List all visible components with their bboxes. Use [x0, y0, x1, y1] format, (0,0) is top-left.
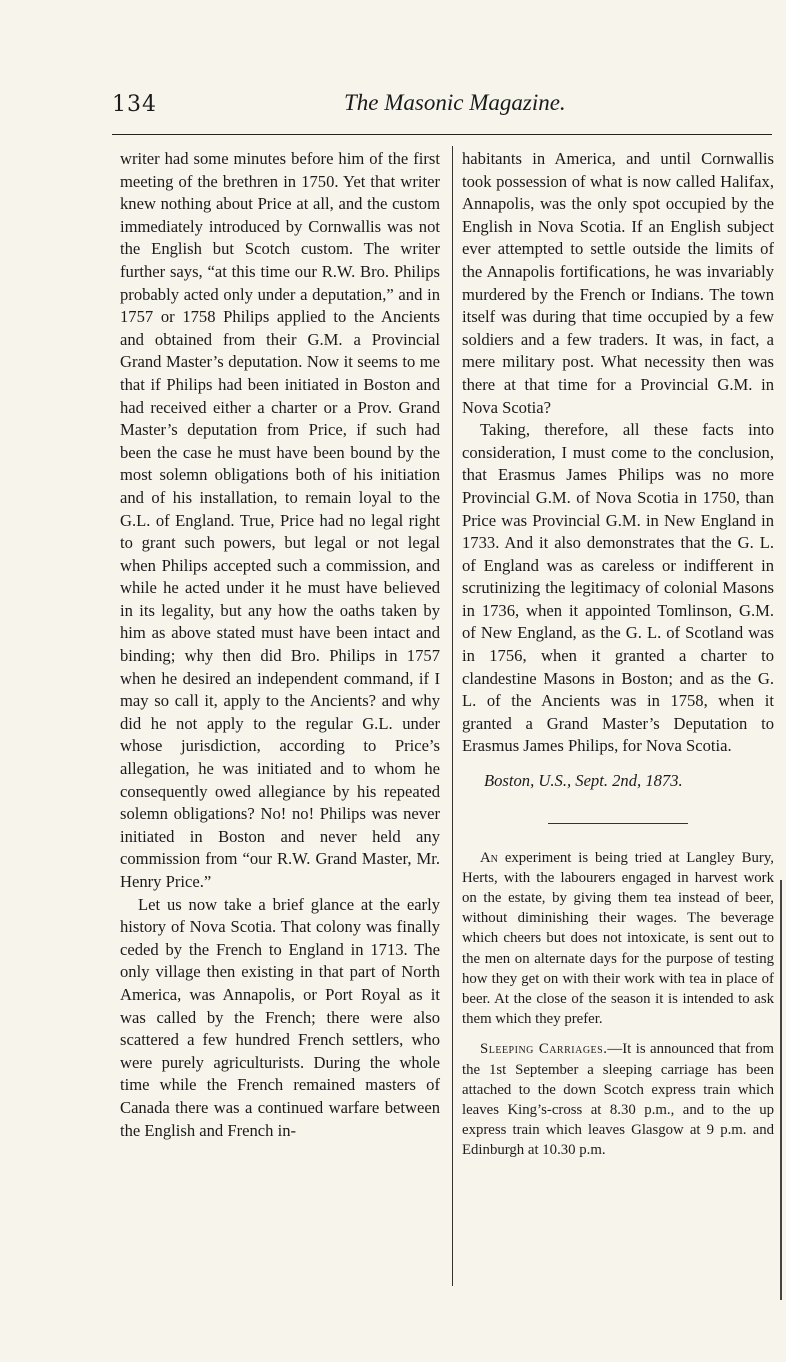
dateline: Boston, U.S., Sept. 2nd, 1873. [484, 771, 683, 791]
notice-text: experiment is being tried at Langley Bury, Herts, with the labourers engaged in harvest work on the estate, by giving them tea instead of beer, without diminishing their wages. The beverage which cheers but does not intoxicate, is sent out to the men on alternate days for the purpose of testing how they get on with their work with tea in place of beer. At the close of the season it is intended to ask them which they prefer. [462, 849, 774, 1028]
page-edge-rule [780, 880, 782, 1300]
notices [462, 848, 774, 1161]
page-header [112, 86, 772, 126]
page-number: 134 [112, 92, 157, 117]
notice-text: —It is announced that from the 1st September a sleeping carriage has been attached to the down Scotch express train which leaves King’s-cross at 8.30 p.m., and to the up express train which leaves Glasgow at 9 p.m. and Edinburgh at 10.30 p.m. [462, 1041, 774, 1159]
notice-sleeping-carriages [462, 1039, 774, 1160]
running-title: The Masonic Magazine. [344, 90, 566, 115]
column-divider [452, 146, 453, 1286]
paragraph-nova-scotia-history: Let us now take a brief glance at the early history of Nova Scotia. That colony was finally ceded by the French to England in 1713. The only village then existing in that part of North America, was Annapolis, or Port Royal as it was called by the French; there were also scattered a few hundred French settlers, who were purely agriculturists. During the whole time while the French remained masters of Canada there was a continued warfare between the English and French in- [120, 894, 440, 1140]
header-rule [112, 134, 772, 135]
section-rule [548, 823, 688, 824]
left-column [120, 148, 440, 1142]
notice-tea-experiment [462, 848, 774, 1030]
paragraph-continued: writer had some minutes before him of the first meeting of the brethren in 1750. Yet that writer knew nothing about Price at all, and the custom immediately introduced by Cornwallis was not the English but Scotch custom. The writer further says, “at this time our R.W. Bro. Philips probably acted only under a deputation,” and in 1757 or 1758 Philips applied to the Ancients and obtained from their G.M. a Provincial Grand Master’s deputation. Now it seems to me that if Philips had been initiated in Boston and had received either a charter or a Prov. Grand Master’s deputation from Price, if such had been the case he must have been bound by the most solemn obligations both of his initiation and of his installation, to remain loyal to the G.L. of England. True, Price had no legal right to grant such powers, but legal or not legal when Philips accepted such a commission, and while he acted under it he must have believed in its legality, but any how the oaths taken by him as above stated must have been intact and binding; why then did Bro. Philips in 1757 when he desired an independent command, if I may so call it, apply to the Ancients? and why did he not apply to the regular G.L. under whose jurisdiction, according to Price’s allegation, he was initiated and to whom he consequently owed allegiance by his repeated solemn obligations? No! no! Philips was never initiated in Boston and never held any commission from “our R.W. Grand Master, Mr. Henry Price.” [120, 149, 440, 891]
notice-lead-word: An [480, 849, 498, 866]
notice-heading: Sleeping Carriages. [480, 1041, 608, 1058]
paragraph-habitants: habitants in America, and until Cornwallis took possession of what is now called Halifax, Annapolis, was the only spot occupied by the English in Nova Scotia. If an English subject ever attempted to settle outside the limits of the Annapolis fortifications, he was invariably murdered by the French or Indians. The town itself was during that time occupied by a few soldiers and a few traders. It was, in fact, a mere military post. What necessity then was there at that time for a Provincial G.M. in Nova Scotia? [462, 149, 774, 417]
right-column [462, 148, 774, 1161]
paragraph-conclusion: Taking, therefore, all these facts into consideration, I must come to the conclusion, that Erasmus James Philips was no more Provincial G.M. of Nova Scotia in 1750, than Price was Provincial G.M. in New England in 1733. And it also demonstrates that the G. L. of England was as careless or indifferent in scrutinizing the legitimacy of colonial Masons in 1736, when it appointed Tomlinson, G.M. of New England, as the G. L. of Scotland was in 1756, when it granted a charter to clandestine Masons in Boston; and as the G. L. of the Ancients was in 1758, when it granted a Grand Master’s Deputation to Erasmus James Philips, for Nova Scotia. [462, 420, 774, 756]
